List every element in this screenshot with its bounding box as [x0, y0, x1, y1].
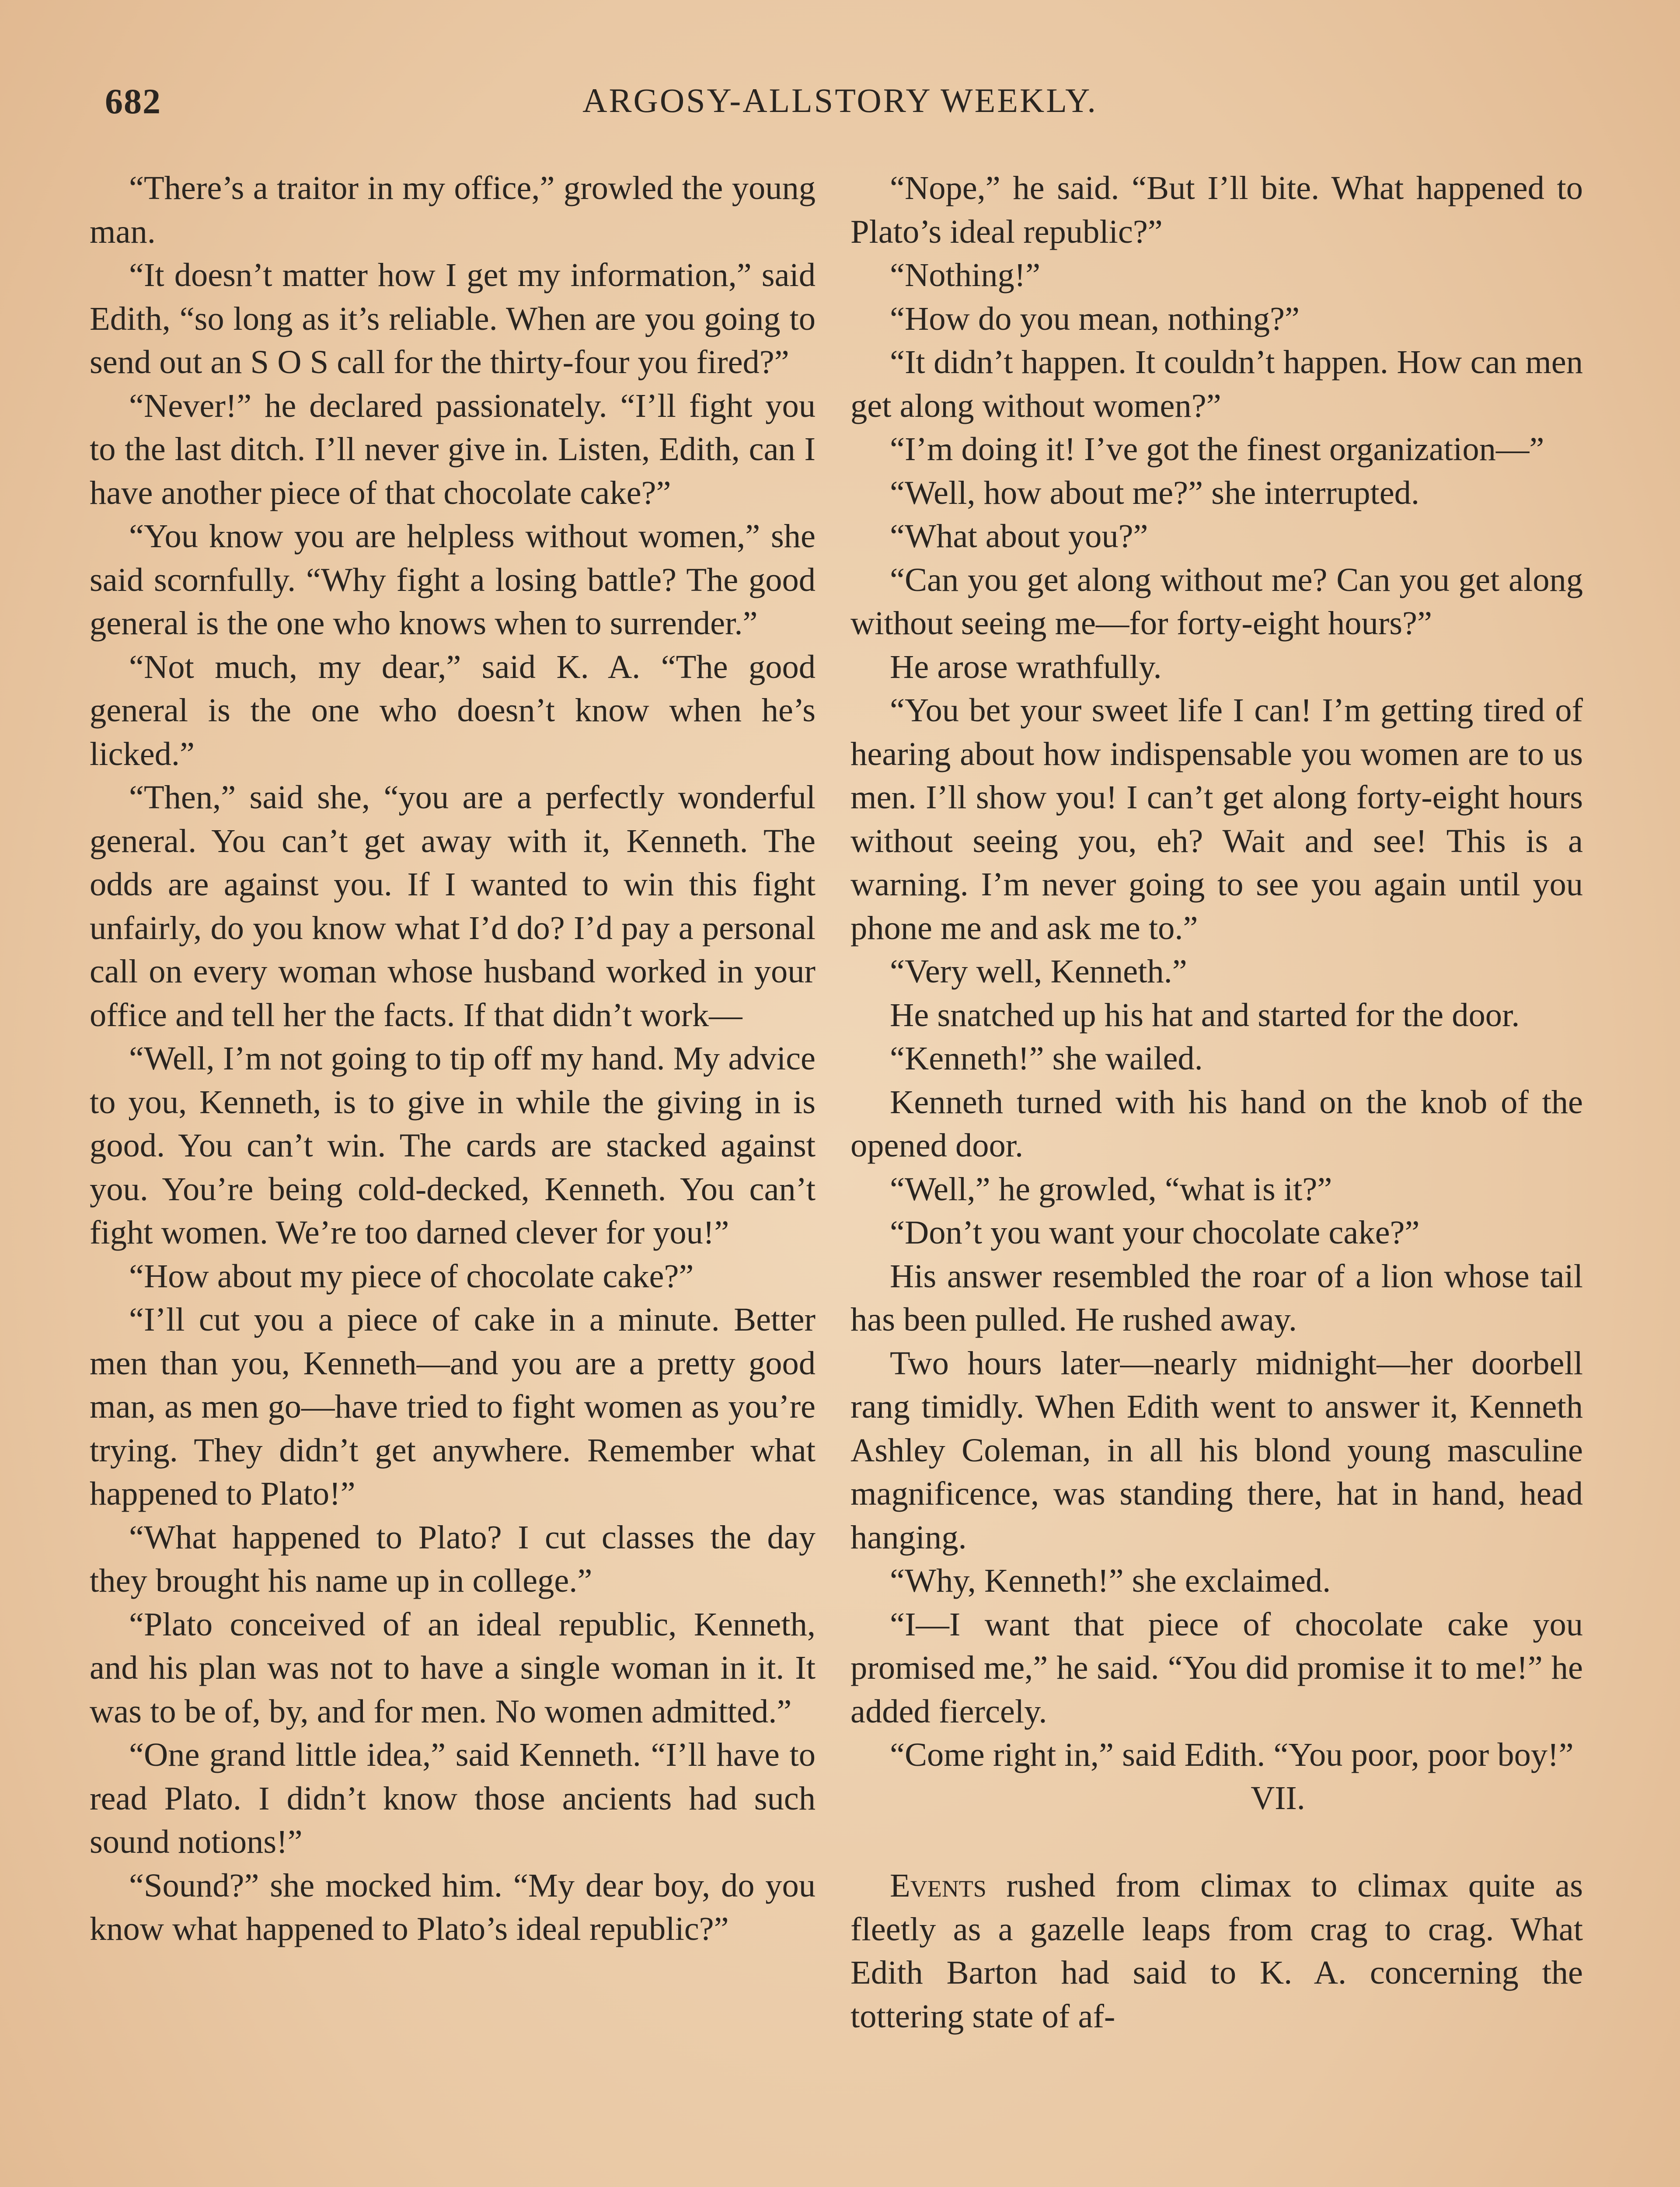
- paragraph: “I—I want that piece of chocolate cake you promised me,” he said. “You did promise it to me!” he added fiercely.: [850, 1605, 1583, 1730]
- paragraph: “Why, Kenneth!” she exclaimed.: [890, 1562, 1331, 1599]
- paragraph: “It didn’t happen. It couldn’t happen. How can men get along without women?”: [850, 343, 1583, 424]
- paragraph: “Sound?” she mocked him. “My dear boy, do you know what happened to Plato’s ideal republic?”: [90, 1866, 816, 1947]
- paragraph: “Then,” said she, “you are a perfectly wonderful general. You can’t get away with it, Kenneth. The odds are against you. If I wanted to win this fight unfairly, do you know what I’d do? I’d pay a personal call on every woman whose husband worked in your office and tell her the facts. If that didn’t work—: [90, 779, 816, 1034]
- page-header: [0, 81, 1680, 133]
- paragraph: “What happened to Plato? I cut classes the day they brought his name up in college.”: [90, 1518, 816, 1599]
- section-spacer: [850, 1820, 1583, 1864]
- paragraph: Kenneth turned with his hand on the knob of the opened door.: [850, 1083, 1583, 1164]
- paragraph: “There’s a traitor in my office,” growled the young man.: [90, 169, 816, 250]
- paragraph: “What about you?”: [890, 517, 1148, 555]
- paragraph: “How do you mean, nothing?”: [890, 300, 1300, 337]
- right-column: [850, 166, 1583, 2038]
- paragraph: “Nope,” he said. “But I’ll bite. What happened to Plato’s ideal republic?”: [850, 169, 1583, 250]
- paragraph: “Never!” he declared passionately. “I’ll fight you to the last ditch. I’ll never give in. Listen, Edith, can I have another piece of that chocolate cake?”: [90, 387, 816, 511]
- paragraph: “Very well, Kenneth.”: [890, 953, 1187, 990]
- paragraph: “Well, how about me?” she interrupted.: [890, 474, 1420, 511]
- paragraph: “Come right in,” said Edith. “You poor, poor boy!”: [890, 1736, 1574, 1773]
- paragraph: “I’ll cut you a piece of cake in a minute. Better men than you, Kenneth—and you are a pretty good man, as men go—have tried to fight women as you’re trying. They didn’t get anywhere. Remember what happened to Plato!”: [90, 1301, 816, 1512]
- paragraph-text: rushed from climax to climax quite as fleetly as a gazelle leaps from crag to crag. What Edith Barton had said to K. A. concerning the tottering state of af-: [850, 1867, 1583, 2035]
- paragraph: “Can you get along without me? Can you get along without seeing me—for forty-eight hours?”: [850, 561, 1583, 642]
- paragraph: “You know you are helpless without women,” she said scornfully. “Why fight a losing battle? The good general is the one who knows when to surrender.”: [90, 517, 816, 642]
- paragraph: He snatched up his hat and started for the door.: [890, 996, 1520, 1034]
- running-head: ARGOSY-ALLSTORY WEEKLY.: [582, 81, 1098, 119]
- paragraph: “It doesn’t matter how I get my information,” said Edith, “so long as it’s reliable. When are you going to send out an S O S call for the thirty-four you fired?”: [90, 256, 816, 381]
- paragraph: “Plato conceived of an ideal republic, Kenneth, and his plan was not to have a single woman in it. It was to be of, by, and for men. No women admitted.”: [90, 1605, 816, 1730]
- paragraph: “I’m doing it! I’ve got the finest organization—”: [890, 430, 1544, 468]
- paragraph: “One grand little idea,” said Kenneth. “I’ll have to read Plato. I didn’t know those ancients had such sound notions!”: [90, 1736, 816, 1860]
- paragraph: “Kenneth!” she wailed.: [890, 1040, 1203, 1077]
- paragraph: He arose wrathfully.: [890, 648, 1162, 685]
- paragraph: “Well,” he growled, “what is it?”: [890, 1170, 1332, 1208]
- paragraph: His answer resembled the roar of a lion whose tail has been pulled. He rushed away.: [850, 1257, 1583, 1338]
- page-number: 682: [105, 81, 161, 121]
- small-caps-opening-word: Events: [890, 1867, 986, 1904]
- paragraph: “You bet your sweet life I can! I’m getting tired of hearing about how indispensable you women are to us men. I’ll show you! I can’t get along forty-eight hours without seeing you, eh? Wait and see! This is a warning. I’m never going to see you again until you phone me and ask me to.”: [850, 692, 1583, 947]
- section-opening-paragraph: [850, 1864, 1583, 2038]
- left-column: [90, 166, 816, 1951]
- paragraph: “Don’t you want your chocolate cake?”: [890, 1214, 1420, 1251]
- section-heading: VII.: [1251, 1779, 1305, 1817]
- paragraph: “Nothing!”: [890, 256, 1041, 293]
- paragraph: “How about my piece of chocolate cake?”: [129, 1257, 694, 1295]
- paragraph: “Not much, my dear,” said K. A. “The good general is the one who doesn’t know when he’s licked.”: [90, 648, 816, 772]
- paragraph: “Well, I’m not going to tip off my hand. My advice to you, Kenneth, is to give in while the giving in is good. You can’t win. The cards are stacked against you. You’re being cold-decked, Kenneth. You can’t fight women. We’re too darned clever for you!”: [90, 1040, 816, 1251]
- paragraph: Two hours later—nearly midnight—her doorbell rang timidly. When Edith went to answer it, Kenneth Ashley Coleman, in all his blond young masculine magnificence, was standing there, hat in hand, head hanging.: [850, 1344, 1583, 1556]
